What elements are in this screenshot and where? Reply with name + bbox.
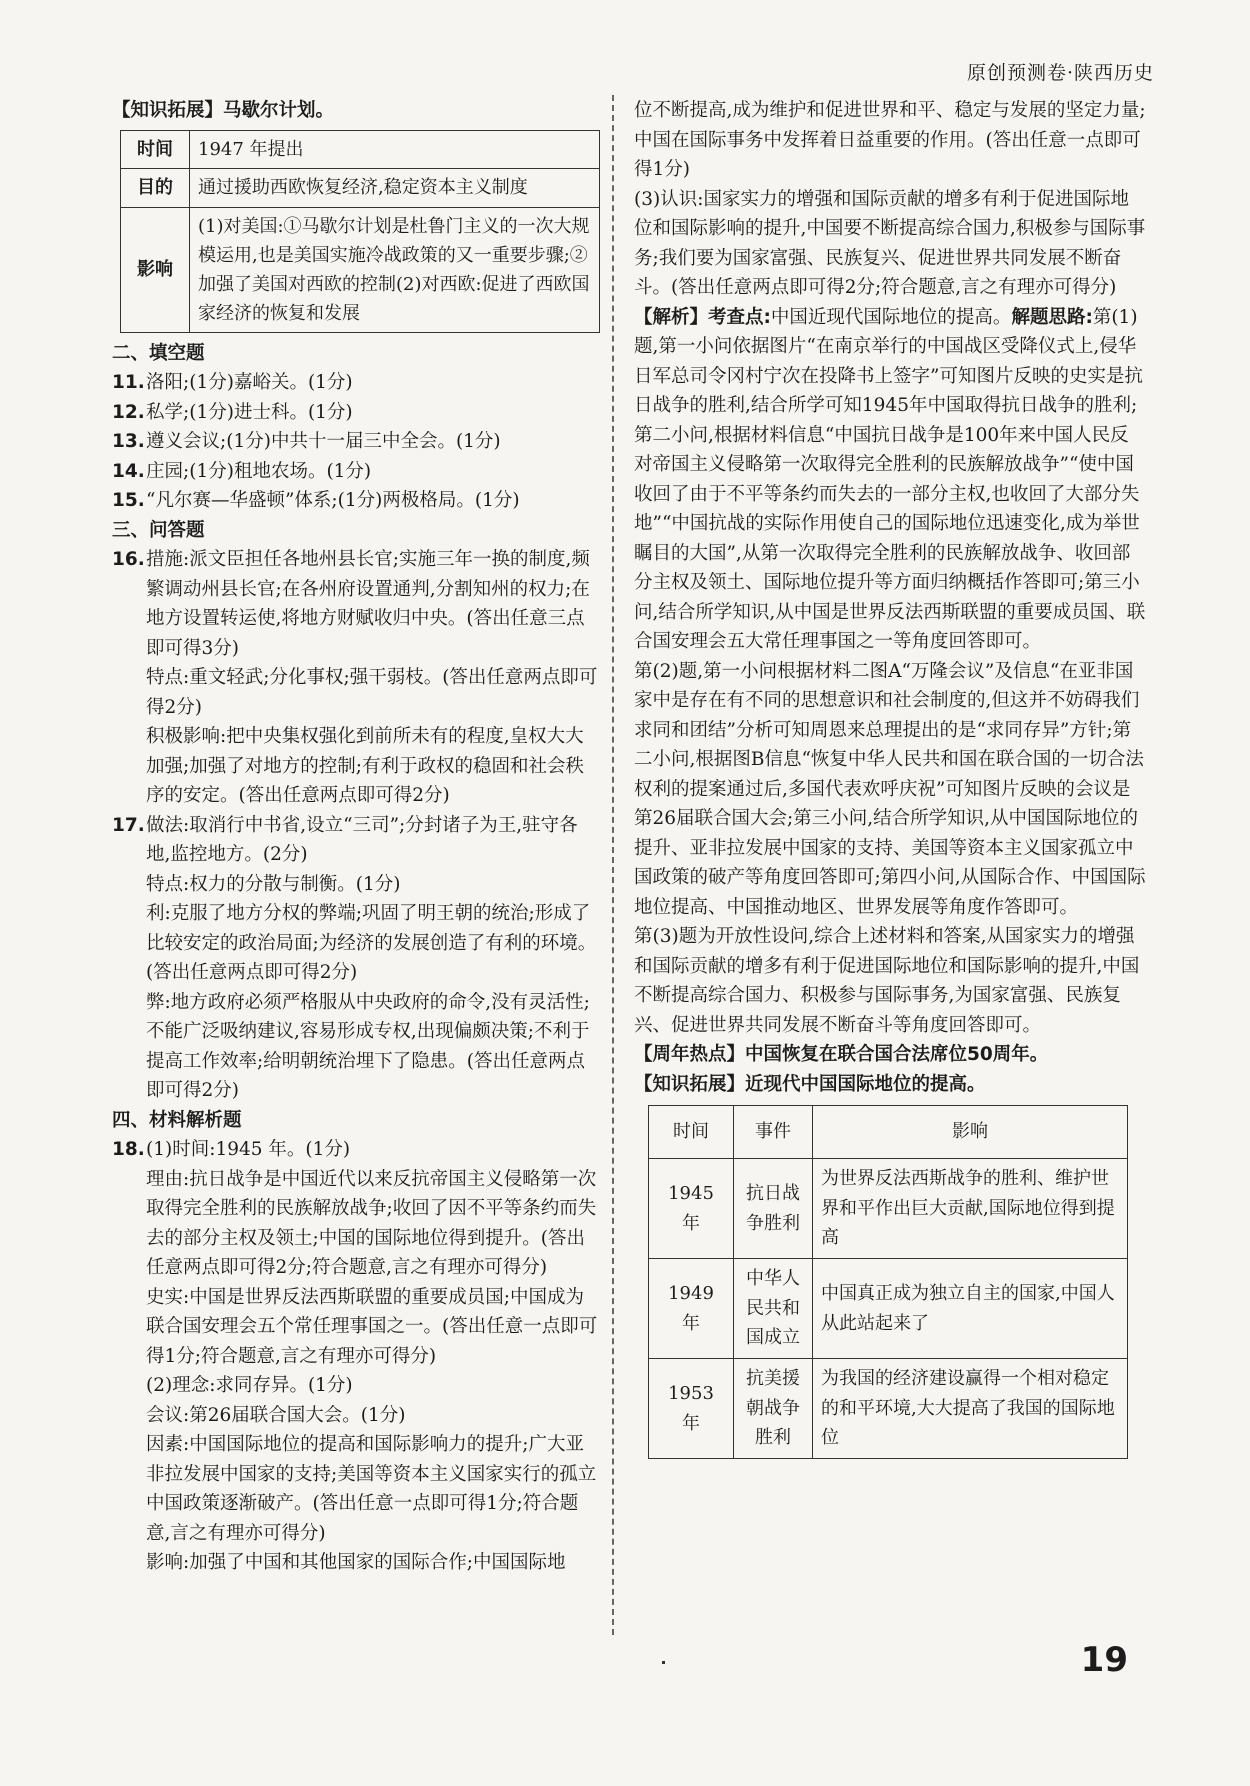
answer-item — [112, 427, 598, 457]
section-heading-fill: 二、填空题 — [112, 342, 205, 364]
table-header: 时间 — [649, 1106, 734, 1159]
answer-paragraph: 特点:权力的分散与制衡。(1分) — [146, 873, 401, 895]
answer-18 — [112, 1135, 598, 1578]
table-cell-impact: 为我国的经济建设赢得一个相对稳定的和平环境,大大提高了我国的国际地位 — [813, 1359, 1128, 1459]
answer-number: 11. — [112, 372, 145, 393]
answer-paragraph: (2)理念:求同存异。(1分) — [146, 1375, 353, 1396]
table-cell-impact: 中国真正成为独立自主的国家,中国人从此站起来了 — [813, 1259, 1128, 1359]
answer-number: 15. — [112, 490, 145, 511]
answer-text: 做法:取消行中书省,设立“三司”;分封诸子为王,驻守各地,监控地方。(2分) — [146, 814, 578, 865]
table-cell-event: 中华人民共和国成立 — [734, 1259, 813, 1359]
answer-text: 措施:派文臣担任各地州县长官;实施三年一换的制度,频繁调动州县长官;在各州府设置通判,分割知州的权力;在地方设置转运使,将地方财赋收归中央。(答出任意三点即可得3分) — [146, 549, 590, 659]
answer-paragraph: (3)认识:国家实力的增强和国际贡献的增多有利于促进国际地位和国际影响的提升,中国要不断提高综合国力,积极参与国际事务;我们要为国家富强、民族复兴、促进世界共同发展不断奋斗。(答出任意两点即可得2分;符合题意,言之有理亦可得分) — [634, 188, 1146, 298]
fill-answers — [112, 368, 598, 516]
table-value: (1)对美国:①马歇尔计划是杜鲁门主义的一次大规模运用,也是美国实施冷战政策的又一重要步骤;②加强了美国对西欧的控制(2)对西欧:促进了西欧国家经济的恢复和发展 — [190, 207, 600, 332]
answer-item — [112, 398, 598, 428]
answer-number: 18. — [112, 1139, 145, 1160]
table-row — [649, 1259, 1128, 1359]
analysis-paragraph: 第(2)题,第一小问根据材料二图A“万隆会议”及信息“在亚非国家中是存在有不同的思想意识和社会制度的,但这并不妨碍我们求同和团结”分析可知周恩来总理提出的是“求同存异”方针;第二小问,根据图B信息“恢复中华人民共和国在联合国的一切合法权利的提案通过后,多国代表欢呼庆祝”可知图片反映的会议是第26届联合国大会;第三小问,结合所学知识,从中国国际地位的提升、亚非拉发展中国家的支持、美国等资本主义国家孤立中国政策的破产等角度回答即可;第四小问,从国际合作、中国国际地位提高、中国推动地区、世界发展等角度作答即可。 — [634, 660, 1146, 918]
running-header: 原创预测卷·陕西历史 — [966, 62, 1154, 84]
answer-17 — [112, 811, 598, 1106]
right-column — [634, 96, 1146, 1459]
answer-text: 私学;(1分)进士科。(1分) — [146, 401, 353, 423]
table-row — [121, 130, 600, 169]
marshall-plan-table — [120, 130, 600, 333]
knowledge-extension-1 — [112, 96, 598, 126]
table-header-row — [649, 1106, 1128, 1159]
answer-paragraph: 因素:中国国际地位的提高和国际影响力的提升;广大亚非拉发展中国家的支持;美国等资本主义国家实行的孤立中国政策逐渐破产。(答出任意一点即可得1分;符合题意,言之有理亦可得分) — [146, 1434, 597, 1544]
answer-text: 洛阳;(1分)嘉峪关。(1分) — [146, 372, 353, 393]
answer-paragraph: 弊:地方政府必须严格服从中央政府的命令,没有灵活性;不能广泛吸纳建议,容易形成专权,出现偏颇决策;不利于提高工作效率;给明朝统治埋下了隐患。(答出任意两点即可得2分) — [146, 991, 590, 1101]
analysis-paragraph: 第(3)题为开放性设问,综合上述材料和答案,从国家实力的增强和国际贡献的增多有利于促进国际地位和国际影响的提升,中国不断提高综合国力、积极参与国际事务,为国家富强、民族复兴、促进世界共同发展不断奋斗等角度回答即可。 — [634, 926, 1140, 1036]
table-header: 影响 — [813, 1106, 1128, 1159]
answer-paragraph: 利:克服了地方分权的弊端;巩固了明王朝的统治;形成了比较安定的政治局面;为经济的发展创造了有利的环境。(答出任意两点即可得2分) — [146, 903, 597, 983]
table-header: 事件 — [734, 1106, 813, 1159]
answer-number: 16. — [112, 549, 145, 570]
table-value: 通过援助西欧恢复经济,稳定资本主义制度 — [190, 169, 600, 208]
international-status-table — [648, 1105, 1128, 1459]
ext-title: 近现代中国国际地位的提高。 — [745, 1073, 986, 1095]
answer-paragraph: 会议:第26届联合国大会。(1分) — [146, 1404, 406, 1426]
answer-paragraph — [112, 545, 598, 663]
anniversary-hotspot — [634, 1040, 1146, 1070]
answer-text: 庄园;(1分)租地农场。(1分) — [146, 460, 372, 482]
table-cell-year: 1945 年 — [649, 1159, 734, 1259]
table-cell-year: 1949 年 — [649, 1259, 734, 1359]
table-cell-event: 抗日战争胜利 — [734, 1159, 813, 1259]
table-key: 影响 — [121, 207, 190, 332]
table-cell-impact: 为世界反法西斯战争的胜利、维护世界和平作出巨大贡献,国际地位得到提高 — [813, 1159, 1128, 1259]
table-key: 时间 — [121, 130, 190, 169]
table-value: 1947 年提出 — [190, 130, 600, 169]
decorative-dot — [662, 1661, 665, 1664]
column-divider — [612, 95, 614, 1635]
ext-tag: 【知识拓展】 — [634, 1073, 746, 1095]
hotspot-tag: 【周年热点】 — [634, 1044, 746, 1065]
ext-tag: 【知识拓展】 — [112, 100, 224, 121]
solution-idea-label: 解题思路: — [1011, 306, 1093, 328]
section-heading-qa: 三、问答题 — [112, 519, 205, 541]
answer-16 — [112, 545, 598, 811]
answer-paragraph — [112, 811, 598, 870]
table-row — [121, 169, 600, 208]
answer-paragraph: 积极影响:把中央集权强化到前所未有的程度,皇权大大加强;加强了对地方的控制;有利于政权的稳固和社会秩序的安定。(答出任意两点即可得2分) — [146, 726, 584, 806]
table-row — [649, 1159, 1128, 1259]
answer-paragraph: 史实:中国是世界反法西斯联盟的重要成员国;中国成为联合国安理会五个常任理事国之一。(答出任意一点即可得1分;符合题意,言之有理亦可得分) — [146, 1286, 598, 1367]
answer-number: 13. — [112, 431, 145, 452]
answer-number: 14. — [112, 460, 145, 482]
answer-item — [112, 457, 598, 487]
answer-paragraph: 特点:重文轻武;分化事权;强干弱枝。(答出任意两点即可得2分) — [146, 667, 598, 718]
answer-number: 12. — [112, 401, 145, 423]
answer-paragraph: 影响:加强了中国和其他国家的国际合作;中国国际地 — [146, 1552, 566, 1573]
answer-continuation: 位不断提高,成为维护和促进世界和平、稳定与发展的坚定力量;中国在国际事务中发挥着日益重要的作用。(答出任意一点即可得1分) — [634, 100, 1146, 180]
answer-item — [112, 368, 598, 398]
knowledge-extension-2 — [634, 1070, 1146, 1100]
answer-text: (1)时间:1945 年。(1分) — [146, 1139, 351, 1160]
solution-idea-text: 第(1)题,第一小问依据图片“在南京举行的中国战区受降仪式上,侵华日军总司令冈村宁次在投降书上签字”可知图片反映的史实是抗日战争的胜利,结合所学可知1945年中国取得抗日战争的胜利;第二小问,根据材料信息“中国抗日战争是100年来中国人民反对帝国主义侵略第一次取得完全胜利的民族解放战争”“使中国收回了由于不平等条约而失去的一部分主权,也收回了大部分失地”“中国抗战的实际作用使自己的国际地位迅速变化,成为举世瞩目的大国”,从第一次取得完全胜利的民族解放战争、收回部分主权及领土、国际地位提升等方面归纳概括作答即可;第三小问,结合所学知识,从中国是世界反法西斯联盟的重要成员国、联合国安理会五大常任理事国之一等角度回答即可。 — [634, 306, 1146, 652]
answer-paragraph: 理由:抗日战争是中国近代以来反抗帝国主义侵略第一次取得完全胜利的民族解放战争;收回了因不平等条约而失去的部分主权及领土;中国的国际地位得到提升。(答出任意两点即可得2分;符合题意,言之有理亦可得分) — [146, 1168, 597, 1278]
answer-item — [112, 486, 598, 516]
table-row — [649, 1359, 1128, 1459]
ext-title: 马歇尔计划。 — [223, 100, 335, 121]
hotspot-text: 中国恢复在联合国合法席位50周年。 — [745, 1044, 1049, 1065]
key-point-label: 考查点: — [708, 306, 771, 328]
answer-paragraph — [112, 1135, 598, 1165]
answer-text: 遵义会议;(1分)中共十一届三中全会。(1分) — [146, 431, 501, 452]
page-number: 19 — [1080, 1640, 1128, 1680]
table-cell-year: 1953 年 — [649, 1359, 734, 1459]
table-cell-event: 抗美援朝战争胜利 — [734, 1359, 813, 1459]
answer-text: “凡尔赛—华盛顿”体系;(1分)两极格局。(1分) — [146, 490, 520, 511]
table-key: 目的 — [121, 169, 190, 208]
section-heading-material: 四、材料解析题 — [112, 1109, 242, 1131]
analysis-paragraph — [634, 303, 1146, 657]
table-row — [121, 207, 600, 332]
analysis-tag: 【解析】 — [634, 306, 709, 328]
key-point-text: 中国近现代国际地位的提高。 — [770, 306, 1012, 328]
answer-number: 17. — [112, 814, 145, 836]
left-column — [112, 96, 598, 1578]
